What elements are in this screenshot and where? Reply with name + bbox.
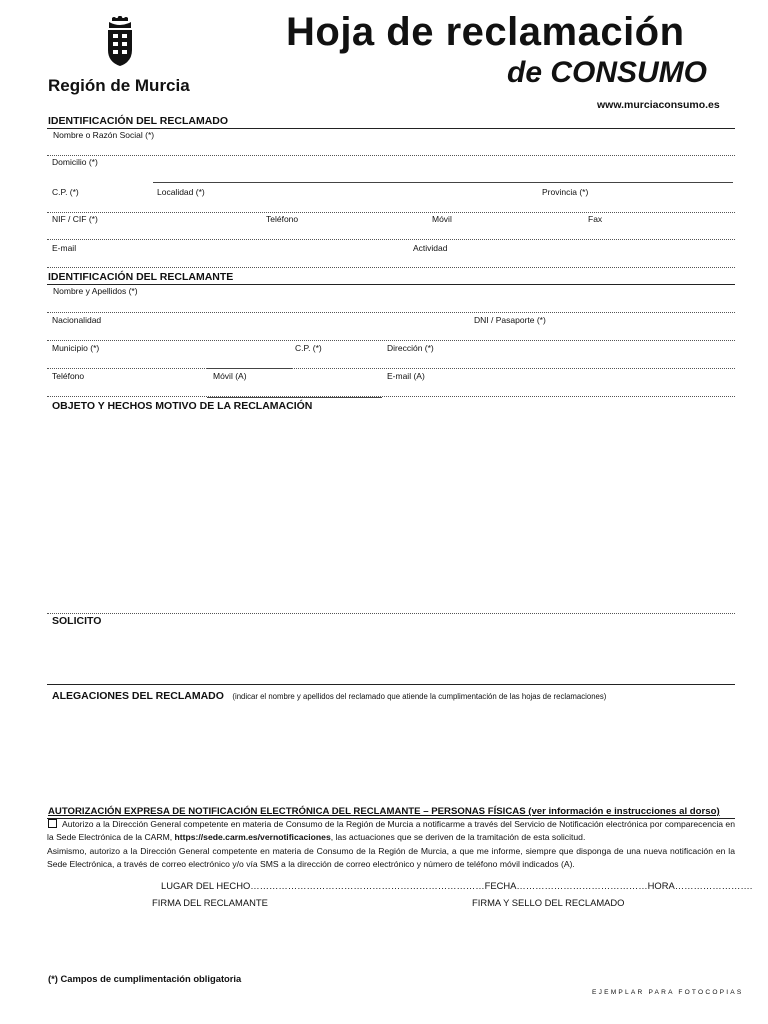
label-full-name: Nombre y Apellidos (*) xyxy=(53,286,138,296)
place-date-time-line[interactable]: LUGAR DEL HECHO…………………………………………………………………FECHA……………………………………HORA……………………. xyxy=(161,880,753,891)
section-heading-reclamado: IDENTIFICACIÓN DEL RECLAMADO xyxy=(48,115,229,127)
divider xyxy=(47,128,735,129)
textarea-alegaciones[interactable] xyxy=(47,700,735,800)
field-nif-phone-fax[interactable] xyxy=(47,239,735,240)
divider xyxy=(207,397,382,398)
label-claimant-mobile: Móvil (A) xyxy=(213,371,247,381)
field-phone-mobile-email[interactable] xyxy=(47,396,735,397)
form-title: Hoja de reclamación xyxy=(286,10,685,54)
section-heading-reclamante: IDENTIFICACIÓN DEL RECLAMANTE xyxy=(48,271,234,283)
field-full-name[interactable] xyxy=(47,312,735,313)
label-fax: Fax xyxy=(588,214,603,224)
section-heading-alegaciones: ALEGACIONES DEL RECLAMADO xyxy=(52,690,224,702)
signature-claimant-label: FIRMA DEL RECLAMANTE xyxy=(152,897,268,908)
field-cp-locality-province[interactable] xyxy=(47,212,735,213)
sede-url-link[interactable]: https://sede.carm.es/vernotificaciones xyxy=(174,832,331,843)
label-province: Provincia (*) xyxy=(542,187,589,197)
label-claimant-address: Dirección (*) xyxy=(387,343,434,353)
divider xyxy=(207,368,292,369)
authorization-paragraph-2: Asimismo, autorizo a la Dirección General competente en materia de Consumo de la Región de Murcia, a que me informe, siempre que disponga de una nueva notificación en la Sede Electrónica, a través de correo electrónico y/o vía SMS a la dirección de correo electrónico y número de teléfono móvil indicados (A). xyxy=(47,846,735,870)
label-cp: C.P. (*) xyxy=(52,187,79,197)
coat-of-arms-icon xyxy=(103,16,137,68)
field-address[interactable] xyxy=(153,182,733,183)
label-nif: NIF / CIF (*) xyxy=(52,214,98,224)
field-nationality-dni[interactable] xyxy=(47,340,735,341)
authorization-text: Autorizo a la Dirección General competente en materia de Consumo de la Región de Murcia a notificarme a través del Servicio de Notificación electrónica por comparecencia en la Sede Electrónica de la CARM, xyxy=(47,819,735,843)
field-email-activity[interactable] xyxy=(47,267,735,268)
label-dni: DNI / Pasaporte (*) xyxy=(474,315,546,325)
label-activity: Actividad xyxy=(413,243,448,253)
section-heading-solicito: SOLICITO xyxy=(52,615,102,627)
label-locality: Localidad (*) xyxy=(157,187,205,197)
mandatory-fields-note: (*) Campos de cumplimentación obligatoria xyxy=(48,973,242,984)
label-email: E-mail xyxy=(52,243,77,253)
textarea-objeto[interactable] xyxy=(47,414,735,612)
label-business-name: Nombre o Razón Social (*) xyxy=(53,130,155,140)
alegaciones-note: (indicar el nombre y apellidos del reclamado que atiende la cumplimentación de las hojas de reclamaciones) xyxy=(232,692,607,701)
field-business-name[interactable] xyxy=(47,155,735,156)
label-address: Domicilio (*) xyxy=(52,157,98,167)
label-municipality: Municipio (*) xyxy=(52,343,100,353)
checkbox-authorize[interactable] xyxy=(48,819,57,828)
signature-claimed-label: FIRMA Y SELLO DEL RECLAMADO xyxy=(472,897,625,908)
label-claimant-cp: C.P. (*) xyxy=(295,343,322,353)
form-subtitle: de CONSUMO xyxy=(507,56,708,89)
copy-note: EJEMPLAR PARA FOTOCOPIAS xyxy=(592,989,744,996)
textarea-solicito[interactable] xyxy=(47,630,735,682)
section-heading-autorizacion: AUTORIZACIÓN EXPRESA DE NOTIFICACIÓN ELECTRÓNICA DEL RECLAMANTE – PERSONAS FÍSICAS (ver información e instrucciones al dorso) xyxy=(48,806,720,817)
divider xyxy=(47,684,735,685)
website-link[interactable]: www.murciaconsumo.es xyxy=(597,99,720,111)
region-name: Región de Murcia xyxy=(48,76,190,95)
divider xyxy=(47,284,735,285)
label-claimant-phone: Teléfono xyxy=(52,371,85,381)
divider xyxy=(47,613,735,614)
label-nationality: Nacionalidad xyxy=(52,315,102,325)
section-heading-objeto: OBJETO Y HECHOS MOTIVO DE LA RECLAMACIÓN xyxy=(52,400,313,412)
label-phone: Teléfono xyxy=(266,214,299,224)
label-mobile: Móvil xyxy=(432,214,452,224)
label-claimant-email: E-mail (A) xyxy=(387,371,425,381)
authorization-text-end: , las actuaciones que se deriven de la tramitación de esta solicitud. xyxy=(330,832,586,843)
authorization-paragraph xyxy=(47,818,735,844)
field-municipality-cp-address[interactable] xyxy=(47,368,735,369)
